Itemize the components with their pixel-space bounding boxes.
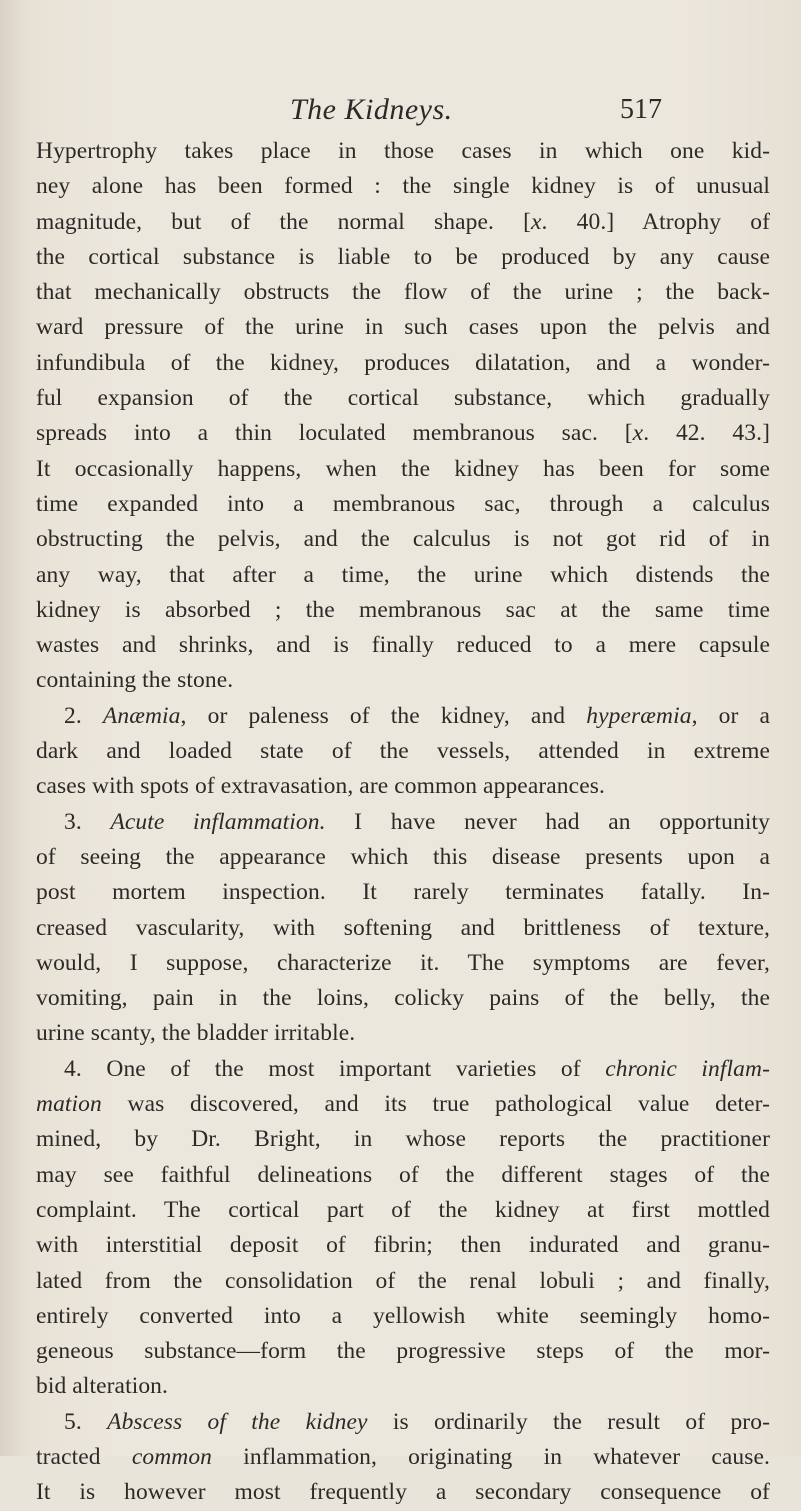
text-line — [36, 1334, 770, 1369]
text-line — [36, 628, 770, 663]
text-line — [36, 452, 770, 487]
text-line — [36, 805, 770, 840]
text-line — [36, 487, 770, 522]
line-text: 4. One of the most important varieties of — [64, 1055, 606, 1082]
line-text: of seeing the appearance which this disease presents upon a — [36, 843, 770, 870]
text-line — [36, 522, 770, 557]
text-line — [36, 1264, 770, 1299]
line-text: that mechanically obstructs the flow of the urine ; the back- — [36, 279, 770, 306]
text-line — [36, 769, 770, 804]
italic-text: mation — [36, 1091, 102, 1118]
text-line — [36, 946, 770, 981]
line-text: magnitude, but of the normal shape. [ — [36, 208, 532, 235]
line-text: Hypertrophy takes place in those cases in which one kid- — [36, 138, 770, 164]
text-line — [36, 699, 770, 734]
text-line — [36, 593, 770, 628]
text-line — [36, 981, 770, 1016]
line-text: creased vascularity, with softening and brittleness of texture, — [36, 914, 770, 941]
line-text: It occasionally happens, when the kidney has been for some — [36, 455, 770, 482]
text-line — [36, 310, 770, 345]
text-line — [36, 1193, 770, 1228]
line-text: tracted — [36, 1443, 132, 1470]
text-line — [36, 911, 770, 946]
text-line — [36, 1405, 770, 1440]
line-text: with interstitial deposit of fibrin; then indurated and granu- — [36, 1232, 770, 1259]
line-text: I have never had an opportunity — [325, 808, 770, 835]
text-line — [36, 1087, 770, 1122]
text-line — [36, 875, 770, 910]
line-text: inflammation, originating in whatever cause. — [212, 1443, 770, 1470]
text-line — [36, 840, 770, 875]
text-line — [36, 416, 770, 451]
italic-text: x — [632, 420, 644, 447]
line-text: would, I suppose, characterize it. The symptoms are fever, — [36, 949, 770, 976]
line-text: entirely converted into a yellowish white seemingly homo- — [36, 1302, 770, 1329]
line-text: post mortem inspection. It rarely terminates fatally. In- — [36, 879, 770, 906]
line-text: 2. — [64, 702, 103, 729]
text-line — [36, 1440, 770, 1475]
line-text: complaint. The cortical part of the kidney at first mottled — [36, 1196, 770, 1223]
text-line — [36, 1016, 770, 1051]
text-line — [36, 169, 770, 204]
body-text — [36, 134, 770, 1511]
italic-text: Abscess of the kidney — [107, 1408, 368, 1435]
line-text: infundibula of the kidney, produces dilatation, and a wonder- — [36, 349, 770, 376]
line-text: bid alteration. — [36, 1373, 169, 1400]
line-text: , or paleness of the kidney, and — [180, 702, 587, 729]
line-text: lated from the consolidation of the renal lobuli ; and finally, — [36, 1267, 770, 1294]
page-number: 517 — [620, 94, 662, 125]
italic-text: chronic inflam- — [605, 1055, 770, 1082]
text-line — [36, 1052, 770, 1087]
line-text: ful expansion of the cortical substance, which gradually — [36, 385, 770, 412]
line-text: containing the stone. — [36, 667, 234, 694]
line-text: 3. — [64, 808, 111, 835]
text-line — [36, 734, 770, 769]
text-line — [36, 346, 770, 381]
text-line — [36, 1369, 770, 1404]
line-text: 5. — [64, 1408, 108, 1435]
text-line — [36, 134, 770, 169]
line-text: may see faithful delineations of the different stages of the — [36, 1161, 770, 1188]
running-title: The Kidneys. — [290, 93, 453, 126]
line-text: , or a — [691, 702, 770, 729]
line-text: . 40.] Atrophy of — [541, 208, 771, 235]
line-text: spreads into a thin loculated membranous sac. [ — [36, 420, 633, 447]
text-line — [36, 663, 770, 698]
italic-text: hyperæmia — [586, 702, 692, 729]
line-text: cases with spots of extravasation, are common appearances. — [36, 773, 605, 800]
page-header — [0, 90, 801, 130]
text-line — [36, 1122, 770, 1157]
line-text: was discovered, and its true pathological value deter- — [101, 1091, 770, 1118]
line-text: obstructing the pelvis, and the calculus is not got rid of in — [36, 526, 770, 553]
text-line — [36, 205, 770, 240]
text-line — [36, 275, 770, 310]
line-text: is ordinarily the result of pro- — [367, 1408, 770, 1435]
italic-text: Anæmia — [102, 702, 181, 729]
line-text: vomiting, pain in the loins, colicky pains of the belly, the — [36, 985, 770, 1012]
line-text: the cortical substance is liable to be produced by any cause — [36, 243, 770, 270]
text-line — [36, 1299, 770, 1334]
line-text: ward pressure of the urine in such cases upon the pelvis and — [36, 314, 770, 341]
italic-text: Acute inflammation. — [110, 808, 326, 835]
italic-text: x — [531, 208, 542, 235]
line-text: mined, by Dr. Bright, in whose reports the practitioner — [36, 1126, 770, 1153]
line-text: geneous substance—form the progressive steps of the mor- — [36, 1338, 770, 1365]
line-text: wastes and shrinks, and is finally reduced to a mere capsule — [36, 632, 770, 659]
text-line — [36, 381, 770, 416]
line-text: . 42. 43.] — [643, 420, 771, 447]
line-text: any way, that after a time, the urine which distends the — [36, 561, 770, 588]
text-line — [36, 1475, 770, 1510]
line-text: kidney is absorbed ; the membranous sac at the same time — [36, 596, 770, 623]
text-line — [36, 240, 770, 275]
line-text: ney alone has been formed : the single kidney is of unusual — [36, 173, 770, 200]
italic-text: common — [131, 1443, 213, 1470]
line-text: dark and loaded state of the vessels, attended in extreme — [36, 738, 770, 765]
text-line — [36, 558, 770, 593]
line-text: urine scanty, the bladder irritable. — [36, 1020, 356, 1047]
line-text: It is however most frequently a secondary consequence of — [36, 1479, 770, 1506]
line-text: time expanded into a membranous sac, through a calculus — [36, 490, 770, 517]
text-line — [36, 1228, 770, 1263]
text-line — [36, 1158, 770, 1193]
